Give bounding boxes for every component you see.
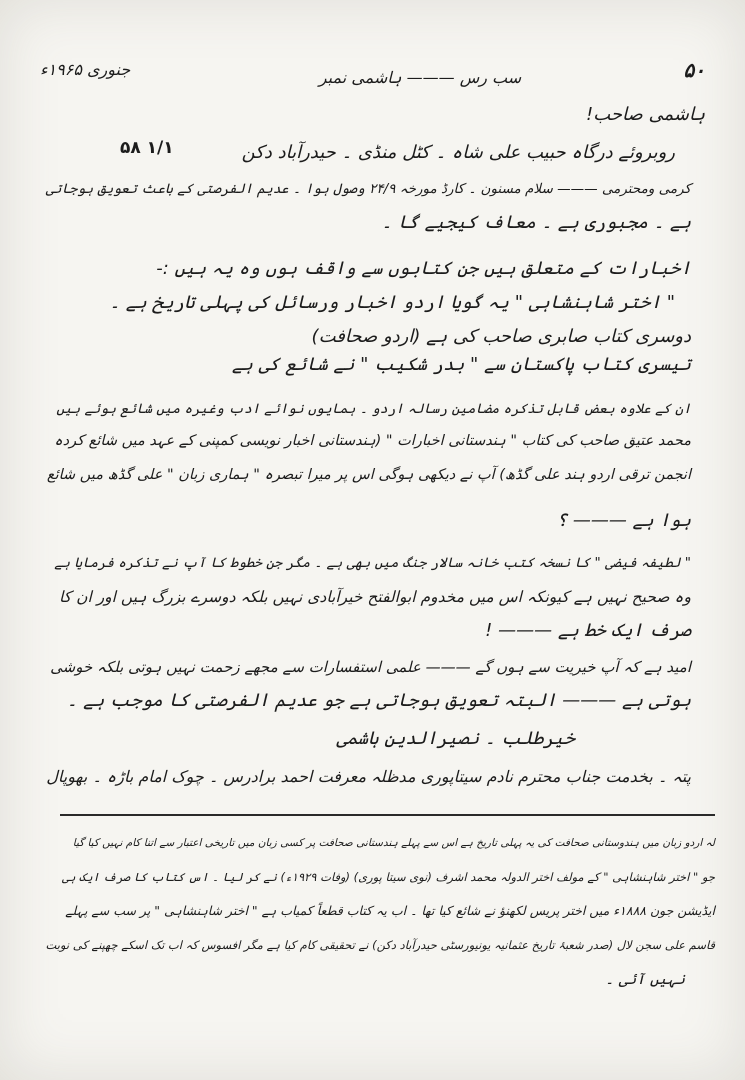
letter-line: " لطیفہ فیضی " کا نسخہ کتب خانہ سالار جنگ میں بھی ہے ۔ مگر جن خطوط کا آپ نے تذکرہ فرمایا ہے	[54, 555, 691, 571]
footnote-line: لہ اردو زبان میں ہندوستانی صحافت کی یہ پہلی تاریخ ہے اس سے پہلے ہندستانی صحافت پر کسی زبان میں تاریخی اعتبار سے اتنا کام نہیں کیا گیا	[72, 837, 715, 849]
letter-line: ہوتی ہے ——— البتہ تعویق ہوجاتی ہے جو عدیم الفرصتی کا موجب ہے ۔	[66, 690, 691, 711]
letter-line: تیسری کتاب پاکستان سے " بدر شکیب " نے شائع کی ہے	[231, 354, 691, 375]
footnote-line: جو " اختر شاہنشاہی " کے مولف اختر الدولہ محمد اشرف (نوی سیتا پوری) (وفات ۱۹۲۹ء) نے کر لیا ۔ اس کتاب کا صرف ایک ہی	[62, 870, 715, 884]
letter-reference-number: ۵۸ ۱/۱	[120, 138, 174, 158]
footnote-divider	[60, 814, 715, 816]
footnote-line: قاسم علی سجن لال (صدر شعبۂ تاریخ عثمانیہ یونیورسٹی حیدرآباد دکن) نے تحقیقی کام کیا ہے مگر افسوس کہ اب تک اسکے چھپنے کی نوبت	[45, 938, 715, 952]
sender-address: روبروئے درگاہ حبیب علی شاہ ۔ کٹل منڈی ۔ حیدرآباد دکن	[241, 142, 675, 163]
letter-line: " اختر شاہنشاہی " یہ گویا اردو اخبار ورسائل کی پہلی تاریخ ہے ۔	[109, 292, 675, 313]
recipient-address: پتہ ۔ بخدمت جناب محترم نادم سیتاپوری مدظلہ معرفت احمد برادرس ۔ چوک امام باڑہ ۔ بھوپال	[46, 767, 691, 786]
letter-line: امید ہے کہ آپ خیریت سے ہوں گے ——— علمی استفسارات سے مجھے زحمت نہیں ہوتی بلکہ خوشی	[50, 658, 691, 676]
letter-line: محمد عتیق صاحب کی کتاب " ہندستانی اخبارات " (ہندستانی اخبار نویسی کمپنی کے عہد میں شائع کردہ	[54, 433, 691, 449]
letter-line: دوسری کتاب صابری صاحب کی ہے (اردو صحافت)	[311, 326, 691, 347]
letter-line: انجمن ترقی اردو ہند علی گڈھ) آپ نے دیکھی ہوگی اس پر میرا تبصرہ " ہماری زبان " علی گڈھ میں شائع	[46, 467, 691, 483]
letter-line: ان کے علاوہ بعض قابل تذکرہ مضامین رسالہ اردو ۔ ہمایوں نوائے ادب وغیرہ میں شائع ہوئے ہیں	[56, 401, 691, 417]
letter-line: وہ صحیح نہیں ہے کیونکہ اس میں مخدوم ابوالفتح خیرآبادی نہیں بلکہ دوسرے بزرگ ہیں اور ان کا	[59, 588, 691, 606]
letter-line: کرمی ومحترمی ——— سلام مسنون ۔ کارڈ مورخہ ۲۴/۹ وصول ہوا ۔ عدیم الفرصتی کے باعث تعویق ہوجاتی	[45, 181, 691, 197]
page-header	[40, 58, 705, 98]
journal-title: سب رس ——— ہاشمی نمبر	[318, 68, 522, 87]
salutation: ہاشمی صاحب!	[585, 104, 705, 125]
footnote-line: ایڈیشن جون ۱۸۸۸ء میں اختر پریس لکھنؤ نے شائع کیا تھا ۔ اب یہ کتاب قطعاً کمیاب ہے " اختر شاہنشاہی " پر سب سے پہلے	[65, 903, 715, 918]
letter-line: ہے ۔ مجبوری ہے ۔ معاف کیجیے گا ۔	[381, 212, 691, 233]
footnote-line: نہیں آئی ۔	[605, 970, 685, 988]
signature-line: خیرطلب ۔ نصیرالدین ہاشمی	[336, 728, 575, 749]
letter-line: صرف ایک خط ہے ——— !	[485, 620, 691, 641]
page-number: ۵۰	[683, 58, 705, 82]
letter-line: ہوا ہے ——— ؟	[556, 510, 691, 531]
letter-line: اخبارات کے متعلق ہیں جن کتابوں سے واقف ہوں وہ یہ ہیں :-	[156, 258, 691, 279]
issue-date: جنوری ۱۹۶۵ء	[40, 60, 131, 79]
